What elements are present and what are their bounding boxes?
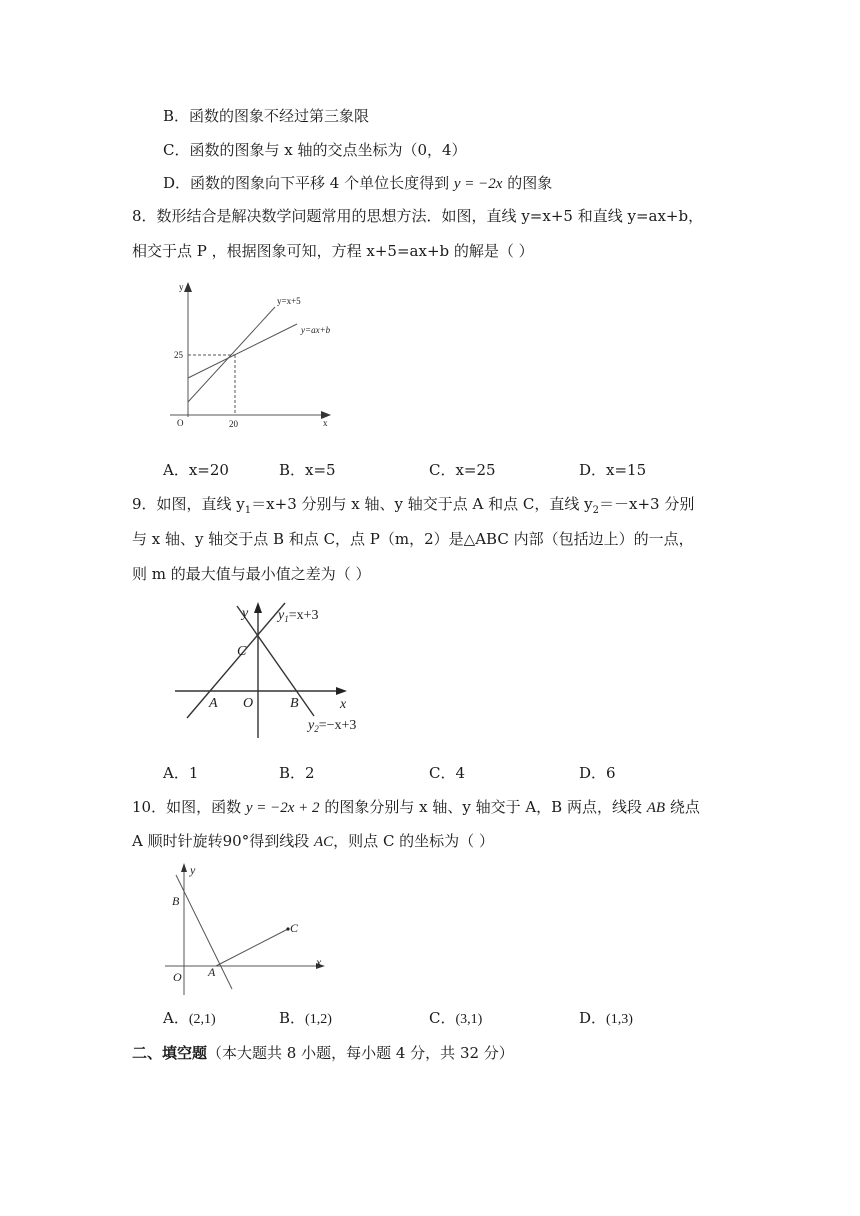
q10-angle: 90° [222,832,250,850]
q9-stem-a: 9．如图，直线 y [132,495,245,513]
q10-segment-ac: AC [314,834,334,850]
q9-x-label: x [340,697,347,712]
q10-stem2-post: ，则点 C 的坐标为（ ） [333,832,494,850]
q7-option-d [163,173,552,194]
q8-option-c[interactable]: C．x=25 [429,461,496,479]
q10-x-label: x [316,955,322,969]
q10-point-a: A [208,965,216,979]
q8-origin: O [177,418,184,428]
q9-line-y1 [187,603,285,718]
q9-sub-1: 1 [244,505,252,516]
section-2-heading [132,1043,514,1063]
q8-x-label: x [323,418,328,428]
q10-point-b: B [172,894,180,908]
q10-option-b[interactable]: B．(1,2) [279,1009,332,1027]
q9-option-d[interactable]: D．6 [579,764,616,782]
q10-segment-ac-line [216,929,288,966]
q10-stem-line2 [132,831,494,852]
q10-stem2-mid: 得到线段 [249,832,310,850]
q8-stem-line1: 8．数形结合是解决数学问题常用的思想方法．如图，直线 y=x+5 和直线 y=ax+b， [132,207,704,225]
q9-stem-line1 [132,494,694,521]
q10-stem-line1 [132,797,700,818]
q8-label-line1: y=x+5 [277,296,301,306]
q10-y-label: y [190,863,196,877]
q8-line-x-plus-5 [188,307,275,402]
q8-y-label: y [179,282,184,292]
q7-option-c: C．函数的图象与 x 轴的交点坐标为（0，4） [163,141,467,159]
q9-x-arrow [336,687,347,695]
q10-point-c: C [290,921,299,935]
q9-label-y2: $y_2=-x+3$ [308,718,357,734]
section-2-note: （本大题共 8 小题，每小题 4 分，共 32 分） [207,1044,514,1062]
q8-x-tick: 20 [229,419,238,429]
q9-stem-line2: 与 x 轴、y 轴交于点 B 和点 C，点 P（m，2）是△ABC 内部（包括边上）的一点， [132,530,694,548]
q8-y-arrow [184,282,192,292]
q10-figure [160,860,335,995]
q7-option-d-formula: y = −2x [453,176,503,192]
q8-label-line2: y=ax+b [301,325,331,335]
q10-stem-pre: 10．如图，函数 [132,798,242,816]
q9-stem-c: ＝－x+3 分别 [598,495,695,513]
q9-y-label: y [242,606,249,621]
q9-option-a[interactable]: A．1 [163,764,199,782]
q9-origin: O [243,696,254,711]
q9-point-a: A [209,696,218,711]
section-2-title: 二、填空题 [132,1044,208,1062]
q8-y-tick: 25 [174,350,183,360]
q7-option-b: B．函数的图象不经过第三象限 [163,107,370,125]
q7-option-d-suffix: 的图象 [507,174,553,192]
q10-formula: y = −2x + 2 [245,800,320,816]
q10-option-a[interactable]: A．(2,1) [163,1009,216,1027]
q10-stem2-pre: A 顺时针旋转 [132,832,223,850]
q9-point-b: B [290,696,299,711]
q10-stem-post: 绕点 [669,798,700,816]
q10-stem-mid: 的图象分别与 x 轴、y 轴交于 A，B 两点，线段 [324,798,642,816]
q9-option-c[interactable]: C．4 [429,764,466,782]
q8-option-a[interactable]: A．x=20 [163,461,229,479]
q8-figure [165,280,345,435]
q10-origin: O [173,970,182,984]
q9-label-y1: $y_1=x+3$ [278,608,319,624]
q9-option-b[interactable]: B．2 [279,764,315,782]
q9-point-c: C [237,644,247,659]
q10-option-c[interactable]: C．(3,1) [429,1009,483,1027]
q9-stem-line3: 则 m 的最大值与最小值之差为（ ） [132,565,371,583]
q8-option-d[interactable]: D．x=15 [579,461,647,479]
q10-segment-ab: AB [646,800,666,816]
q8-stem-line2: 相交于点 P ，根据图象可知，方程 x+5=ax+b 的解是（ ） [132,242,534,260]
q10-option-d[interactable]: D．(1,3) [579,1009,633,1027]
q10-y-arrow [181,863,187,872]
q7-option-d-text: D．函数的图象向下平移 4 个单位长度得到 [163,174,450,192]
q8-line-ax-plus-b [188,324,297,378]
q9-figure [170,598,370,743]
q9-y-arrow [254,602,262,613]
q9-sub-2: 2 [592,505,599,516]
q8-option-b[interactable]: B．x=5 [279,461,336,479]
q9-stem-b: ＝x+3 分别与 x 轴、y 轴交于点 A 和点 C，直线 y [251,495,593,513]
